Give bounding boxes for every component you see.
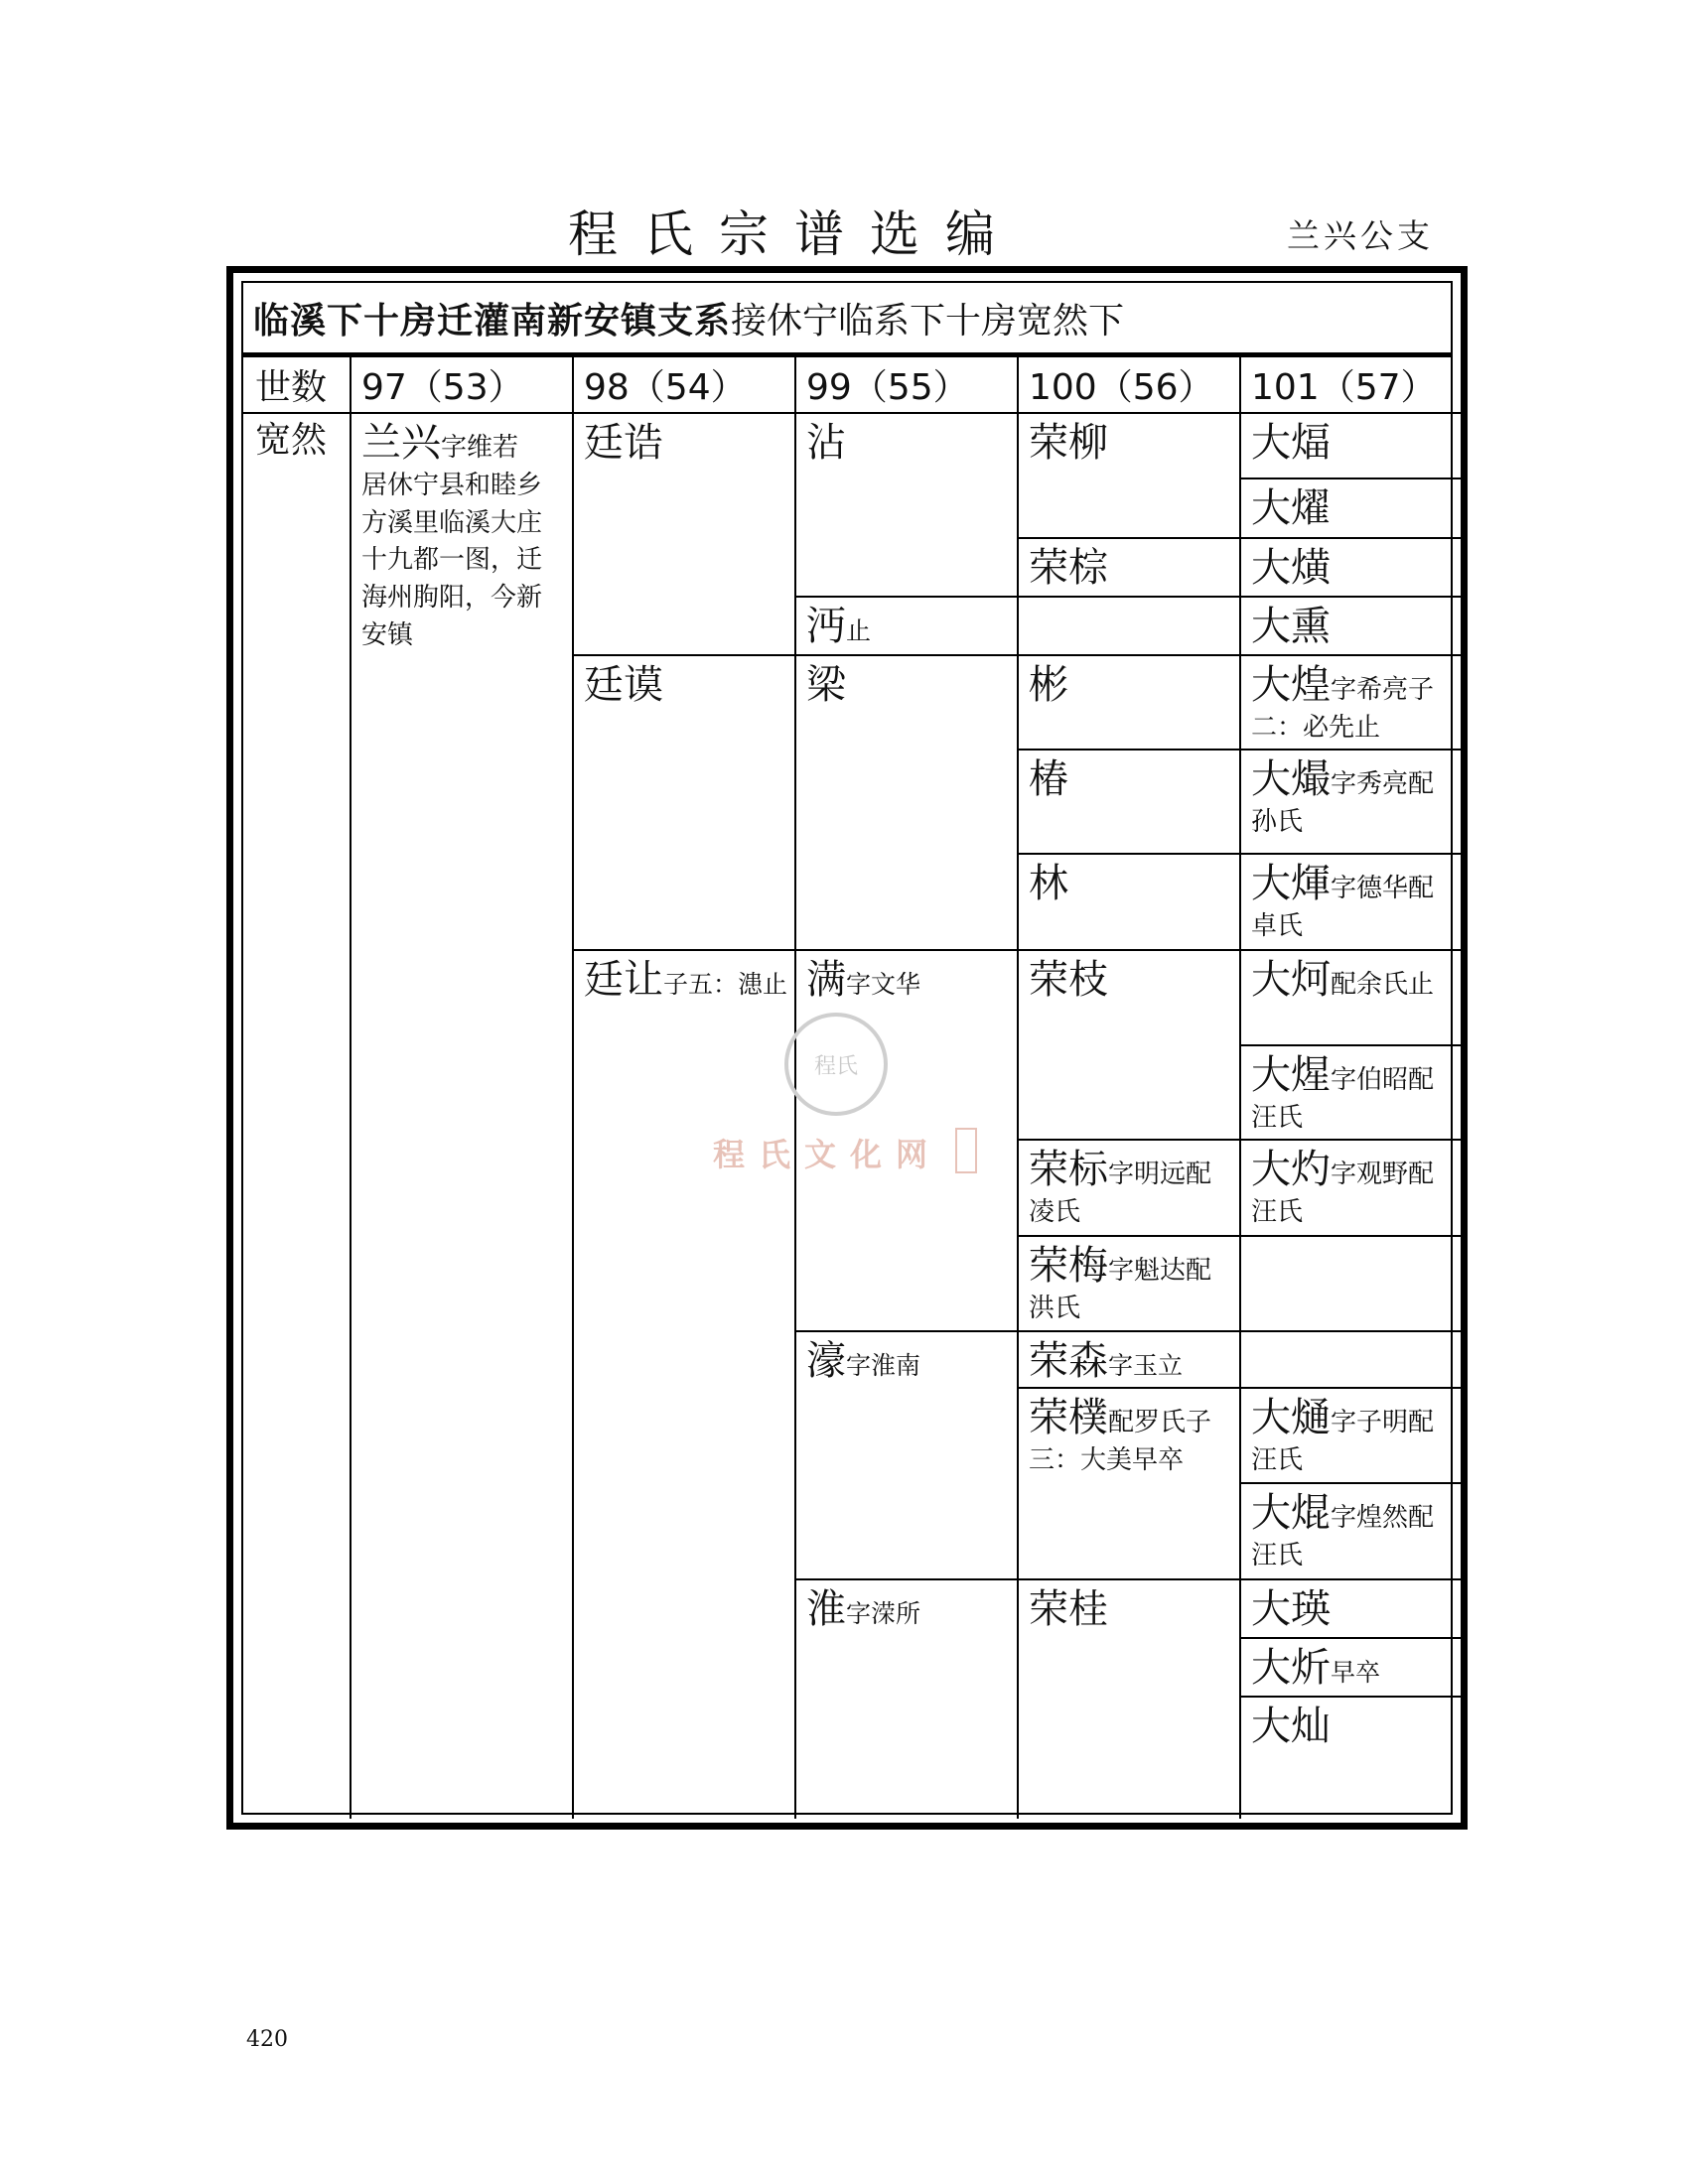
person-note: 止	[846, 616, 872, 645]
person-100	[1017, 951, 1239, 1005]
person-101	[1239, 1580, 1463, 1634]
person-name: 梁	[806, 662, 846, 708]
person-100	[1017, 414, 1239, 468]
person-100	[1017, 656, 1239, 710]
person-name: 大瑛	[1251, 1586, 1331, 1632]
header-98: 98（54）	[584, 367, 747, 408]
person-name: 廷让	[584, 957, 663, 1003]
person-name: 大熿	[1251, 545, 1331, 591]
person-99	[794, 414, 1017, 468]
person-name: 大煏	[1251, 420, 1331, 466]
person-100	[1017, 751, 1239, 804]
person-101	[1239, 479, 1463, 533]
person-101	[1239, 951, 1463, 1005]
row-divider	[1017, 596, 1239, 598]
person-name: 满	[806, 957, 846, 1003]
person-101	[1239, 539, 1463, 593]
person-99	[794, 951, 1017, 1005]
person-bio: 居休宁县和睦乡方溪里临溪大庄十九都一图，迁海州朐阳，今新安镇	[361, 471, 543, 650]
person-name: 大熶	[1251, 756, 1331, 802]
person-note: 子五：漶止	[663, 970, 788, 999]
person-name: 大灿	[1251, 1704, 1331, 1749]
person-name: 大煋	[1251, 1052, 1331, 1098]
person-101	[1239, 1046, 1463, 1138]
person-99	[794, 1332, 1017, 1386]
page-number: 420	[246, 2027, 288, 2052]
person-101	[1239, 1484, 1463, 1575]
row-divider	[1239, 1330, 1463, 1332]
person-100	[1017, 1141, 1239, 1232]
section-title: 临溪下十房迁灌南新安镇支系	[253, 300, 732, 341]
person-name: 大燿	[1251, 485, 1331, 531]
person-note: 字煌然配汪氏	[1251, 1503, 1435, 1570]
person-101	[1239, 1698, 1463, 1751]
person-note: 字魁达配洪氏	[1029, 1256, 1212, 1323]
header-97: 97（53）	[361, 367, 524, 408]
person-name: 大炘	[1251, 1645, 1331, 1691]
person-99	[794, 598, 1017, 651]
person-name: 沾	[806, 420, 846, 466]
person-note: 字淮南	[846, 1351, 921, 1380]
person-101	[1239, 1389, 1463, 1480]
person-name: 大炣	[1251, 957, 1331, 1003]
header-gen: 世数	[255, 367, 328, 408]
person-note: 字德华配卓氏	[1251, 874, 1435, 941]
person-note: 配罗氏子三：大美早卒	[1029, 1408, 1212, 1475]
col-divider	[572, 357, 574, 1819]
row-divider	[1239, 1235, 1463, 1237]
person-100	[1017, 539, 1239, 593]
person-name: 大熏	[1251, 604, 1331, 649]
person-100	[1017, 1237, 1239, 1328]
person-101	[1239, 598, 1463, 651]
person-note: 字维若	[441, 433, 519, 463]
person-name: 濠	[806, 1338, 846, 1384]
person-name: 兰兴	[361, 420, 441, 466]
person-name: 沔	[806, 604, 846, 649]
person-name: 大熥	[1251, 1395, 1331, 1440]
person-name: 椿	[1029, 756, 1068, 802]
person-name: 大煌	[1251, 662, 1331, 708]
person-98	[572, 414, 794, 468]
person-name: 大灼	[1251, 1147, 1331, 1192]
person-name: 荣桂	[1029, 1586, 1108, 1632]
person-name: 荣樸	[1029, 1395, 1108, 1440]
person-101	[1239, 414, 1463, 468]
person-note: 字玉立	[1108, 1351, 1184, 1380]
person-name: 廷诰	[584, 420, 663, 466]
person-note: 字希亮子二：必先止	[1251, 675, 1435, 743]
person-101	[1239, 656, 1463, 748]
person-name: 荣棕	[1029, 545, 1108, 591]
person-99	[794, 656, 1017, 710]
person-name: 大焜	[1251, 1490, 1331, 1536]
person-note: 字文华	[846, 970, 921, 999]
ancestor-name: 宽然	[255, 420, 328, 461]
person-note: 字溁所	[846, 1599, 921, 1628]
person-100	[1017, 1389, 1239, 1480]
person-101	[1239, 1141, 1463, 1232]
person-100	[1017, 1332, 1239, 1386]
person-98	[572, 951, 794, 1005]
person-name: 林	[1029, 861, 1068, 906]
person-name: 廷谟	[584, 662, 663, 708]
person-name: 荣柳	[1029, 420, 1108, 466]
person-note: 字子明配汪氏	[1251, 1408, 1435, 1475]
watermark-seal: 程氏	[784, 1013, 888, 1116]
person-name: 大煇	[1251, 861, 1331, 906]
branch-title: 兰兴公支	[1287, 216, 1434, 255]
person-101	[1239, 1639, 1463, 1693]
person-note: 字明远配凌氏	[1029, 1160, 1212, 1227]
section-subtitle: 接休宁临系下十房宽然下	[731, 300, 1125, 341]
person-99	[794, 1580, 1017, 1634]
watermark-text: 程氏文化网	[713, 1136, 942, 1173]
watermark-stamp-icon	[955, 1128, 977, 1173]
person-name: 荣枝	[1029, 957, 1108, 1003]
person-98	[572, 656, 794, 710]
person-name: 淮	[806, 1586, 846, 1632]
section-banner	[243, 283, 1451, 357]
person-note: 字伯昭配汪氏	[1251, 1065, 1435, 1133]
header-101: 101（57）	[1251, 367, 1437, 408]
person-name: 荣标	[1029, 1147, 1108, 1192]
person-100	[1017, 855, 1239, 908]
person-name: 荣森	[1029, 1338, 1108, 1384]
person-name: 彬	[1029, 662, 1068, 708]
header-99: 99（55）	[806, 367, 969, 408]
person-name: 荣梅	[1029, 1243, 1108, 1289]
person-note: 字秀亮配孙氏	[1251, 769, 1435, 837]
person-101	[1239, 855, 1463, 946]
person-note: 早卒	[1331, 1658, 1381, 1687]
header-100: 100（56）	[1029, 367, 1214, 408]
person-note: 配余氏止	[1331, 970, 1435, 1000]
person-note: 字观野配汪氏	[1251, 1160, 1435, 1227]
person-101	[1239, 751, 1463, 842]
person-100	[1017, 1580, 1239, 1634]
page-title: 程氏宗谱选编	[568, 205, 1021, 263]
person-97	[350, 414, 572, 654]
